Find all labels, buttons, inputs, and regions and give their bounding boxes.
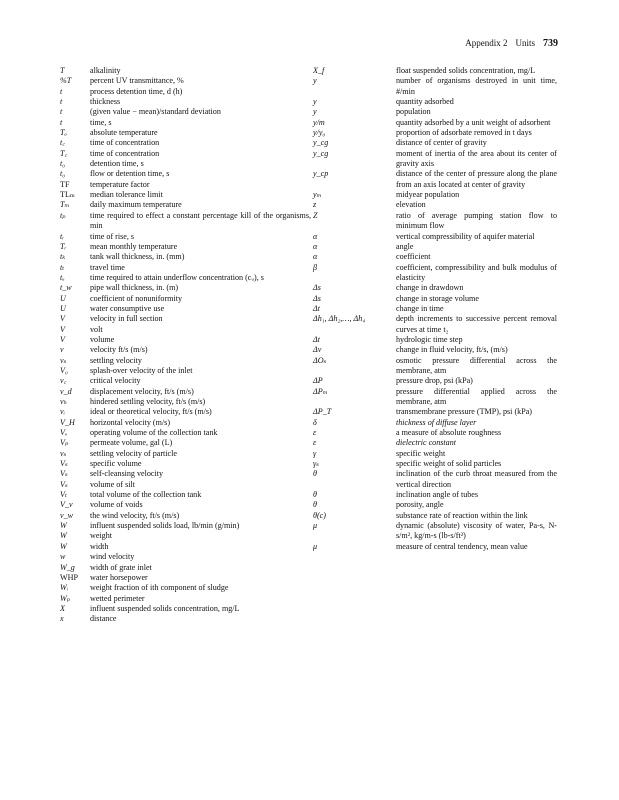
- symbol-definition: daily maximum temperature: [90, 200, 182, 210]
- symbol-entry: [313, 232, 557, 242]
- symbol-entry: [60, 252, 311, 262]
- symbol-definition: self-cleansing velocity: [90, 469, 164, 479]
- symbol-definition: measure of central tendency, mean value: [396, 541, 528, 551]
- symbol: Vₛ: [60, 459, 68, 469]
- symbol-definition: time, s: [90, 117, 112, 127]
- symbol-definition: specific weight of solid particles: [396, 459, 502, 469]
- symbol: T: [60, 66, 65, 75]
- symbol-entry: [60, 335, 311, 345]
- symbol: y_cg: [313, 138, 329, 148]
- symbol-entry: [60, 521, 311, 531]
- symbol-entry: [313, 76, 557, 97]
- symbol-entry: [60, 531, 311, 541]
- symbol-entry: [60, 87, 311, 97]
- symbol-definition: settling velocity: [90, 355, 142, 365]
- symbol: t_w: [60, 283, 72, 293]
- symbol: V_H: [60, 417, 75, 427]
- symbol-entry: [60, 232, 311, 242]
- symbol-entry: [313, 542, 557, 552]
- symbol-entry: [60, 273, 311, 283]
- symbol-entry: [60, 469, 311, 479]
- symbol-entry: [60, 128, 311, 138]
- symbol-definition: process detention time, d (h): [90, 86, 183, 96]
- symbol-entry: [60, 573, 311, 583]
- symbol-definition: weight fraction of ith component of sludge: [90, 583, 229, 593]
- symbol: Δh₁, Δh₂,…, Δh₄: [313, 314, 366, 324]
- symbol: y: [313, 107, 317, 117]
- symbol-definition: ideal or theoretical velocity, ft/s (m/s): [90, 407, 212, 417]
- symbol-entry: [313, 149, 557, 170]
- symbol: Δs: [313, 293, 321, 303]
- symbol: Z: [313, 210, 318, 220]
- symbol-definition: median tolerance limit: [90, 190, 163, 200]
- symbol-entry: [313, 407, 557, 417]
- symbol-entry: [60, 614, 311, 624]
- symbol: yₘ: [313, 190, 322, 200]
- symbol-entry: [313, 252, 557, 262]
- symbol-definition: detention time, s: [90, 159, 144, 169]
- symbol-definition: midyear population: [396, 190, 460, 200]
- symbol: Vₜ: [60, 490, 67, 500]
- appendix-label: Appendix 2: [465, 38, 508, 48]
- symbol-entry: [60, 211, 311, 232]
- symbol-definition: travel time: [90, 262, 125, 272]
- symbol-definition: hydrologic time step: [396, 334, 463, 344]
- symbol-entry: [60, 304, 311, 314]
- symbols-left-column: [60, 66, 311, 625]
- symbol-entry: [60, 449, 311, 459]
- symbol-definition: volume of silt: [90, 479, 135, 489]
- symbol: W: [60, 531, 67, 541]
- symbol: t: [60, 117, 63, 127]
- symbol: TLₘ: [60, 190, 75, 200]
- symbol-entry: [60, 459, 311, 469]
- symbol: α: [313, 241, 318, 251]
- symbol-definition: quantity adsorbed: [396, 97, 454, 107]
- symbol-entry: [313, 438, 557, 448]
- symbol: μ: [313, 541, 318, 551]
- symbol-definition: velocity ft/s (m/s): [90, 345, 148, 355]
- symbol-entry: [60, 118, 311, 128]
- symbol-entry: [313, 469, 557, 490]
- symbol-definition: distance: [90, 614, 117, 624]
- symbol: t: [60, 86, 63, 96]
- symbol-definition: pipe wall thickness, in. (m): [90, 283, 179, 293]
- symbol-entry: [313, 128, 557, 138]
- symbol-definition: vertical compressibility of aquifer material: [396, 231, 535, 241]
- symbol-definition: volume of voids: [90, 500, 143, 510]
- symbol-entry: [313, 459, 557, 469]
- symbol-entry: [313, 118, 557, 128]
- symbol-definition: mean monthly temperature: [90, 241, 178, 251]
- symbol: θ: [313, 469, 317, 479]
- symbol-definition: quantity adsorbed by a unit weight of adsorbent: [396, 117, 551, 127]
- symbol-definition: inclination angle of tubes: [396, 490, 479, 500]
- symbol: Tₘ: [60, 200, 70, 210]
- symbol: t꜀: [60, 138, 66, 148]
- symbol: Δv: [313, 345, 322, 355]
- symbol-entry: [313, 418, 557, 428]
- symbol: y/m: [313, 117, 325, 127]
- symbol-definition: distance of the center of pressure along the plane from an axis located at center of gravity: [396, 169, 557, 189]
- symbol: V: [60, 314, 65, 324]
- symbol: y/y₀: [313, 128, 326, 138]
- symbol: α: [313, 231, 318, 241]
- symbol: Δt: [313, 334, 320, 344]
- symbol-definition: moment of inertia of the area about its center of gravity axis: [396, 148, 557, 169]
- symbol-definition: depth increments to successive percent removal curves at time t₂: [396, 314, 557, 334]
- symbol: t: [60, 97, 63, 107]
- symbol: Tᵣ: [60, 241, 67, 251]
- symbol-definition: distance of center of gravity: [396, 138, 487, 148]
- symbol: v_d: [60, 386, 72, 396]
- symbol-entry: [313, 428, 557, 438]
- symbol-definition: a measure of absolute roughness: [396, 428, 502, 438]
- symbol-definition: width of grate inlet: [90, 562, 152, 572]
- symbol: tᵤ: [60, 272, 65, 282]
- symbol-entry: [60, 376, 311, 386]
- symbol-definition: tank wall thickness, in. (mm): [90, 252, 185, 262]
- symbol: V₀: [60, 365, 68, 375]
- symbol: β: [313, 262, 318, 272]
- symbol-entry: [60, 242, 311, 252]
- symbol: ΔOₛ: [313, 355, 327, 365]
- symbol-entry: [60, 356, 311, 366]
- symbol-entry: [313, 294, 557, 304]
- symbol-entry: [60, 552, 311, 562]
- symbol-entry: [60, 418, 311, 428]
- symbol-definition: ratio of average pumping station flow to minimum flow: [396, 210, 557, 231]
- symbol-definition: influent suspended solids concentration, mg/L: [90, 603, 240, 613]
- symbol-definition: population: [396, 107, 431, 117]
- symbol: v꜀: [60, 376, 67, 386]
- symbol-definition: specific weight: [396, 448, 446, 458]
- symbol: Vₚ: [60, 438, 69, 448]
- symbol-entry: [60, 563, 311, 573]
- symbol: α: [313, 252, 318, 262]
- symbol: Vₛ: [60, 469, 68, 479]
- symbol-entry: [313, 190, 557, 200]
- symbol: t₀: [60, 169, 66, 179]
- symbol-entry: [60, 407, 311, 417]
- symbol: Tₐ: [60, 128, 67, 138]
- symbol-definition: pressure drop, psi (kPa): [396, 376, 473, 386]
- symbol-definition: time required to attain underflow concentration (cᵤ), s: [90, 272, 264, 282]
- symbol-definition: wetted perimeter: [90, 593, 145, 603]
- symbol: y: [313, 76, 317, 86]
- symbol-definition: water consumptive use: [90, 303, 165, 313]
- symbol-entry: [313, 335, 557, 345]
- symbol-entry: [60, 438, 311, 448]
- symbol-entry: [313, 283, 557, 293]
- symbol-entry: [60, 190, 311, 200]
- symbol-entry: [313, 242, 557, 252]
- symbol: vₕ: [60, 397, 68, 406]
- symbol-definition: osmotic pressure differential across the membrane, atm: [396, 355, 557, 375]
- symbol: t: [60, 107, 63, 117]
- symbol-entry: [313, 169, 557, 190]
- symbol: θ(c): [313, 510, 326, 520]
- symbol: y: [313, 97, 317, 107]
- symbol: TF: [60, 179, 70, 189]
- symbol-definition: inclination of the curb throat measured from the vertical direction: [396, 469, 557, 489]
- symbol-entry: [60, 500, 311, 510]
- symbol: W_g: [60, 562, 75, 572]
- symbol-definition: width: [90, 541, 109, 551]
- symbol-entry: [60, 107, 311, 117]
- symbol-definition: pressure differential applied across the membrane, atm: [396, 386, 557, 406]
- symbol-entry: [60, 604, 311, 614]
- symbol-entry: [313, 345, 557, 355]
- symbol-entry: [60, 387, 311, 397]
- symbol: tₜ: [60, 262, 65, 272]
- symbol-entry: [60, 159, 311, 169]
- symbol-entry: [60, 180, 311, 190]
- symbol: W: [60, 541, 67, 551]
- symbol-definition: dynamic (absolute) viscosity of water, Pa-s, N-s/m², kg/m-s (lb-s/ft²): [396, 521, 557, 541]
- symbol-definition: substance rate of reaction within the link: [396, 510, 528, 520]
- symbol-entry: [60, 325, 311, 335]
- symbol: θ: [313, 500, 317, 510]
- symbol: Δt: [313, 303, 320, 313]
- symbol-definition: the wind velocity, ft/s (m/s): [90, 510, 180, 520]
- symbol-definition: specific volume: [90, 459, 142, 469]
- symbol-entry: [313, 449, 557, 459]
- symbol-entry: [60, 345, 311, 355]
- symbol-definition: transmembrane pressure (TMP), psi (kPa): [396, 407, 532, 417]
- symbol: vᵢ: [60, 407, 65, 417]
- symbol: U: [60, 293, 66, 303]
- symbol-definition: thickness of diffuse layer: [396, 417, 477, 427]
- symbol: T꜀: [60, 148, 68, 158]
- symbol-entry: [313, 314, 557, 335]
- symbol: γₛ: [313, 459, 319, 469]
- symbol-entry: [313, 200, 557, 210]
- symbol-definition: coefficient: [396, 252, 431, 262]
- symbol: v_w: [60, 510, 74, 520]
- symbol-definition: time of rise, s: [90, 231, 135, 241]
- symbol-definition: horizontal velocity (m/s): [90, 417, 171, 427]
- symbol-entry: [60, 294, 311, 304]
- symbol-definition: proportion of adsorbate removed in t days: [396, 128, 532, 138]
- symbol-definition: displacement velocity, ft/s (m/s): [90, 386, 194, 396]
- symbol-definition: alkalinity: [90, 66, 121, 75]
- symbol: t₀: [60, 159, 66, 169]
- symbol: γ: [313, 448, 317, 458]
- symbol: Wₚ: [60, 593, 70, 603]
- symbol-definition: elevation: [396, 200, 426, 210]
- symbol-definition: velocity in full section: [90, 314, 163, 324]
- symbol: Vₛ: [60, 479, 68, 489]
- symbol-definition: float suspended solids concentration, mg/L: [396, 66, 536, 75]
- symbol-definition: percent UV transmittance, %: [90, 76, 184, 86]
- symbol-definition: number of organisms destroyed in unit time, #/min: [396, 76, 557, 96]
- symbol: X: [60, 603, 65, 613]
- symbol-entry: [60, 511, 311, 521]
- symbol: ΔPₘ: [313, 386, 328, 396]
- symbol: ΔP: [313, 376, 323, 386]
- symbol-entry: [313, 304, 557, 314]
- symbol-entry: [60, 138, 311, 148]
- symbol-definition: thickness: [90, 97, 121, 107]
- symbol-definition: coefficient, compressibility and bulk modulus of elasticity: [396, 262, 557, 282]
- symbol-entry: [313, 211, 557, 232]
- symbol-entry: [313, 107, 557, 117]
- symbol-entry: [313, 521, 557, 542]
- symbol-entry: [60, 366, 311, 376]
- symbols-right-column: [313, 66, 557, 552]
- symbol-entry: [60, 66, 311, 76]
- symbol-entry: [313, 376, 557, 386]
- symbol-entry: [313, 97, 557, 107]
- symbol-definition: volt: [90, 324, 103, 334]
- symbol-definition: operating volume of the collection tank: [90, 428, 218, 438]
- symbol: Vₒ: [60, 428, 68, 438]
- symbol: %T: [60, 76, 72, 86]
- symbol-definition: weight: [90, 531, 113, 541]
- symbol-entry: [60, 97, 311, 107]
- symbol-entry: [60, 428, 311, 438]
- symbol-entry: [313, 263, 557, 284]
- symbol: ε: [313, 428, 317, 438]
- symbol: μ: [313, 521, 318, 531]
- symbol: vₛ: [60, 448, 67, 458]
- symbol: Δs: [313, 283, 321, 293]
- symbol: U: [60, 303, 66, 313]
- symbol-definition: permeate volume, gal (L): [90, 438, 173, 448]
- symbol-entry: [313, 511, 557, 521]
- page-number: 739: [543, 38, 558, 49]
- symbol-entry: [60, 169, 311, 179]
- symbol-entry: [60, 200, 311, 210]
- symbol-entry: [60, 149, 311, 159]
- symbol: δ: [313, 417, 317, 427]
- symbol-definition: wind velocity: [90, 552, 135, 562]
- symbol-entry: [313, 356, 557, 377]
- symbol: W: [60, 521, 67, 531]
- symbol: vₛ: [60, 355, 67, 365]
- symbol: V: [60, 324, 65, 334]
- symbol-definition: settling velocity of particle: [90, 448, 177, 458]
- symbol-definition: porosity, angle: [396, 500, 444, 510]
- symbol-entry: [60, 583, 311, 593]
- symbol-entry: [60, 397, 311, 407]
- symbol-entry: [60, 314, 311, 324]
- symbol-definition: flow or detention time, s: [90, 169, 170, 179]
- symbol: WHP: [60, 572, 78, 582]
- symbol: v: [60, 345, 64, 355]
- symbol-entry: [60, 542, 311, 552]
- symbol-definition: change in drawdown: [396, 283, 464, 293]
- symbol-definition: temperature factor: [90, 179, 150, 189]
- symbol: tₚ: [60, 210, 66, 220]
- symbol-definition: total volume of the collection tank: [90, 490, 202, 500]
- symbol-definition: water horsepower: [90, 572, 148, 582]
- symbol-definition: critical velocity: [90, 376, 141, 386]
- symbol: tₖ: [60, 252, 66, 262]
- section-label: Units: [515, 38, 535, 48]
- symbol-definition: influent suspended solids load, lb/min (g/min): [90, 521, 240, 531]
- symbol-entry: [313, 500, 557, 510]
- symbol: y_cg: [313, 148, 329, 158]
- symbol-entry: [313, 66, 557, 76]
- symbol-entry: [313, 490, 557, 500]
- symbol: ΔP_T: [313, 407, 332, 417]
- symbol-definition: hindered settling velocity, ft/s (m/s): [90, 397, 206, 406]
- symbol-entry: [60, 283, 311, 293]
- symbol: ε: [313, 438, 317, 448]
- symbol: y_cp: [313, 169, 329, 179]
- symbol: X_f: [313, 66, 325, 75]
- symbol-definition: coefficient of nonuniformity: [90, 293, 183, 303]
- symbol-definition: (given value − mean)/standard deviation: [90, 107, 221, 117]
- running-header: [465, 38, 558, 49]
- symbol: θ: [313, 490, 317, 500]
- symbol-definition: change in time: [396, 303, 444, 313]
- symbol-definition: absolute temperature: [90, 128, 158, 138]
- symbol-entry: [60, 490, 311, 500]
- symbol: tᵣ: [60, 231, 65, 241]
- symbol-entry: [60, 263, 311, 273]
- symbol: V_v: [60, 500, 73, 510]
- symbol-definition: splash-over velocity of the inlet: [90, 365, 193, 375]
- symbol-entry: [60, 594, 311, 604]
- symbol: w: [60, 552, 66, 562]
- symbol-entry: [60, 480, 311, 490]
- symbol-entry: [60, 76, 311, 86]
- symbol: Wᵢ: [60, 583, 69, 593]
- symbol-definition: volume: [90, 334, 115, 344]
- symbol-definition: time of concentration: [90, 148, 160, 158]
- symbol-entry: [313, 138, 557, 148]
- symbol: x: [60, 614, 64, 624]
- symbol-definition: change in storage volume: [396, 293, 479, 303]
- symbol-entry: [313, 387, 557, 408]
- symbol-definition: time required to effect a constant percentage kill of the organisms, min: [90, 210, 311, 231]
- symbol-definition: change in fluid velocity, ft/s, (m/s): [396, 345, 508, 355]
- symbol-definition: dielectric constant: [396, 438, 457, 448]
- symbol-definition: time of concentration: [90, 138, 160, 148]
- symbol: V: [60, 334, 65, 344]
- symbol-definition: angle: [396, 241, 414, 251]
- symbol: z: [313, 200, 317, 210]
